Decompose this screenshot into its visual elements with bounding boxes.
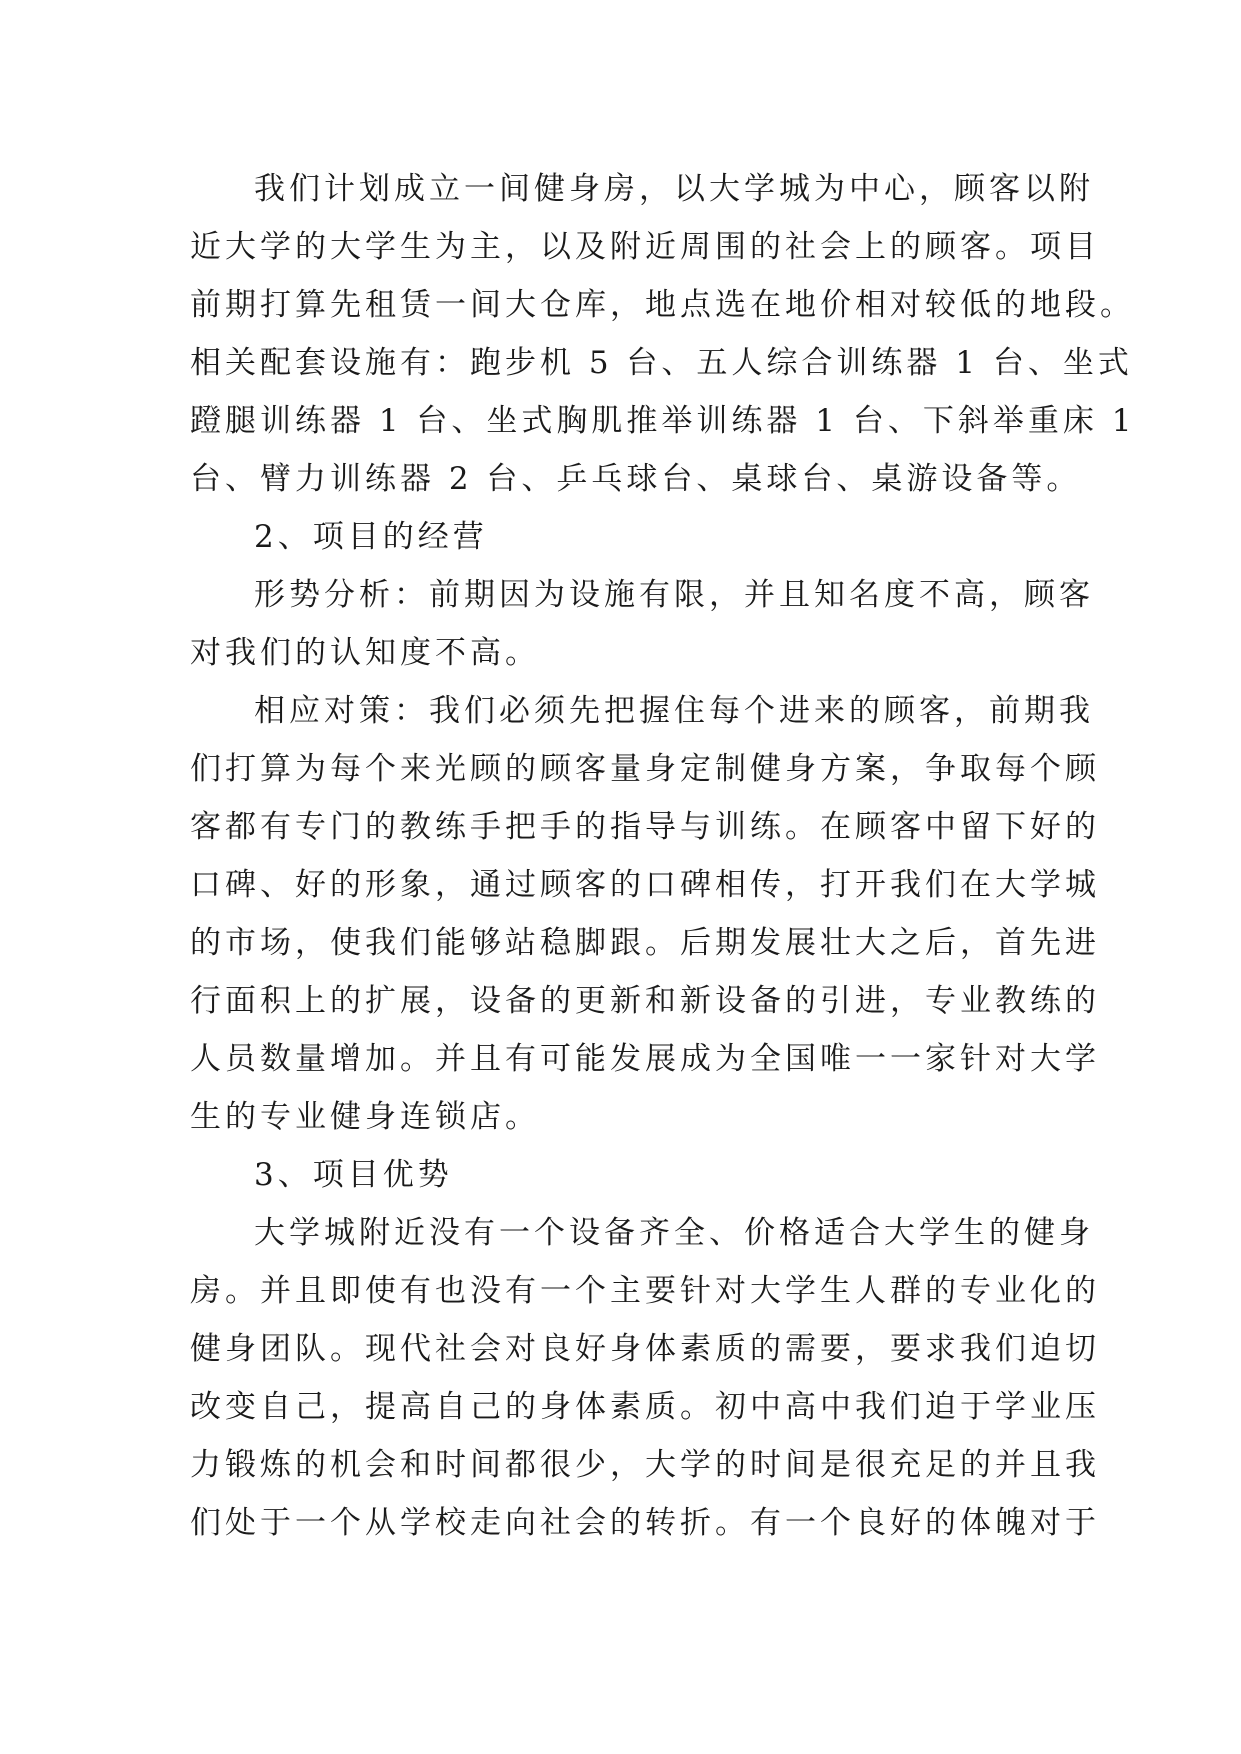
section-heading: 2、项目的经营 [254, 519, 488, 555]
section-heading: 3、项目优势 [254, 1157, 453, 1193]
text-line: 相关配套设施有：跑步机 5 台、五人综合训练器 1 台、坐式 [190, 345, 1133, 381]
text-line: 对我们的认知度不高。 [190, 635, 540, 671]
text-line: 相应对策：我们必须先把握住每个进来的顾客，前期我 [254, 693, 1094, 729]
text-line: 健身团队。现代社会对良好身体素质的需要，要求我们迫切 [190, 1331, 1100, 1367]
text-line: 改变自己，提高自己的身体素质。初中高中我们迫于学业压 [190, 1389, 1100, 1425]
text-line: 台、臂力训练器 2 台、乒乓球台、桌球台、桌游设备等。 [190, 461, 1082, 497]
text-line: 大学城附近没有一个设备齐全、价格适合大学生的健身 [254, 1215, 1094, 1251]
text-line: 房。并且即使有也没有一个主要针对大学生人群的专业化的 [190, 1273, 1100, 1309]
text-line: 前期打算先租赁一间大仓库，地点选在地价相对较低的地段。 [190, 287, 1135, 323]
text-line: 行面积上的扩展，设备的更新和新设备的引进，专业教练的 [190, 983, 1100, 1019]
text-line: 形势分析：前期因为设施有限，并且知名度不高，顾客 [254, 577, 1094, 613]
text-line: 蹬腿训练器 1 台、坐式胸肌推举训练器 1 台、下斜举重床 1 [190, 403, 1136, 439]
text-line: 生的专业健身连锁店。 [190, 1099, 540, 1135]
text-line: 们打算为每个来光顾的顾客量身定制健身方案，争取每个顾 [190, 751, 1100, 787]
text-line: 我们计划成立一间健身房，以大学城为中心，顾客以附 [254, 171, 1094, 207]
text-line: 口碑、好的形象，通过顾客的口碑相传，打开我们在大学城 [190, 867, 1100, 903]
text-line: 们处于一个从学校走向社会的转折。有一个良好的体魄对于 [190, 1505, 1100, 1541]
text-line: 力锻炼的机会和时间都很少，大学的时间是很充足的并且我 [190, 1447, 1100, 1483]
text-line: 客都有专门的教练手把手的指导与训练。在顾客中留下好的 [190, 809, 1100, 845]
document-body [190, 160, 1136, 1552]
text-line: 的市场，使我们能够站稳脚跟。后期发展壮大之后，首先进 [190, 925, 1100, 961]
text-line: 近大学的大学生为主，以及附近周围的社会上的顾客。项目 [190, 229, 1100, 265]
text-line: 人员数量增加。并且有可能发展成为全国唯一一家针对大学 [190, 1041, 1100, 1077]
